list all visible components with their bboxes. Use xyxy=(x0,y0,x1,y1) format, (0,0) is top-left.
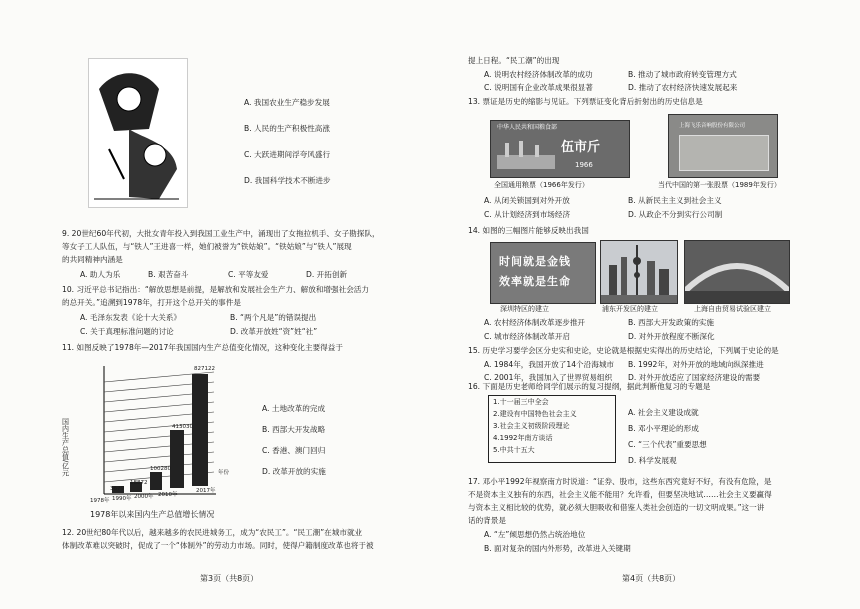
ticket2-caption: 当代中国的第一张股票（1989年发行） xyxy=(658,181,781,189)
q11-option-b: B. 西部大开发战略 xyxy=(262,425,326,434)
q12-option-c: C. 说明国有企业改革成果很显著 xyxy=(484,83,593,92)
q16-option-d: D. 科学发展观 xyxy=(628,456,677,465)
chart-value-2010: 413030 xyxy=(172,424,193,430)
q13-option-c: C. 从计划经济到市场经济 xyxy=(484,210,571,219)
chart-year-suffix: 年份 xyxy=(218,470,230,476)
photo1-caption: 深圳特区的建立 xyxy=(500,305,549,313)
q10-option-c: C. 关于真理标准问题的讨论 xyxy=(80,327,174,336)
pudong-skyline-photo xyxy=(600,240,678,304)
left-page-footer: 第3页（共8页） xyxy=(200,574,259,584)
q14-stem: 14. 如图的三幅图片能够反映出我国 xyxy=(468,226,589,235)
q12-continuation: 提上日程。“民工潮”的出现 xyxy=(468,56,560,65)
chart-ylabel: 国内生产总值/亿元 xyxy=(61,418,70,477)
q15-stem: 15. 历史学习要学会区分史实和史论，史论就是根据史实得出的历史结论，下列属于史论的是 xyxy=(468,346,779,355)
q10-option-a: A. 毛泽东发表《论十大关系》 xyxy=(80,313,182,322)
q12-option-d: D. 推动了农村经济快速发展起来 xyxy=(628,83,738,92)
q9-option-a: A. 助人为乐 xyxy=(80,270,121,279)
q12-stem-line1: 12. 20世纪80年代以后，越来越多的农民进城务工，成为“农民工”。“民工潮”在城市就业 xyxy=(62,528,363,537)
q8-option-b: B. 人民的生产积极性高涨 xyxy=(244,124,330,133)
q9-stem-line3: 的共同精神内涵是 xyxy=(62,255,123,264)
q17-stem-line4: 话的背景是 xyxy=(468,516,506,525)
grain-ticket-header: 中华人民共和国粮食部 xyxy=(497,124,558,131)
q11-stem: 11. 如图反映了1978年—2017年我国国内生产总值变化情况，这种变化主要得益于 xyxy=(62,343,343,352)
q15-option-b: B. 1992年，对外开放的地域向纵深推进 xyxy=(628,360,764,369)
shenzhen-slogan-photo xyxy=(490,242,596,304)
q13-option-a: A. 从闭关锁国到对外开放 xyxy=(484,196,570,205)
q17-option-a: A. “左”倾思想仍然占统治地位 xyxy=(484,530,586,539)
q14-option-c: C. 城市经济体制改革开启 xyxy=(484,332,571,341)
chart-year-1990: 1990年 xyxy=(112,496,132,502)
ticket1-caption: 全国通用粮票（1966年发行） xyxy=(494,181,589,189)
chart-year-2017: 2017年 xyxy=(196,488,216,494)
q9-option-c: C. 平等友爱 xyxy=(228,270,269,279)
review-outline-box xyxy=(488,395,616,463)
outline-item-2: 2.建设有中国特色社会主义 xyxy=(493,410,577,418)
chart-year-2000: 2000年 xyxy=(134,494,154,500)
chart-year-2010: 2010年 xyxy=(158,492,178,498)
q16-option-b: B. 邓小平理论的形成 xyxy=(628,424,699,433)
q13-option-d: D. 从政企不分到实行公司制 xyxy=(628,210,723,219)
chart-value-2017: 827122 xyxy=(194,366,215,372)
q9-stem-line1: 9. 20世纪60年代初，大批女青年投入到我国工业生产中，涌现出了女拖拉机手、女子勘探队， xyxy=(62,229,380,238)
q13-stem: 13. 票证是历史的缩影与见证。下列票证变化背后折射出的历史信息是 xyxy=(468,97,703,106)
q14-option-d: D. 对外开放程度不断深化 xyxy=(628,332,715,341)
chart-value-2000: 100280 xyxy=(150,466,171,472)
q10-option-b: B. “两个凡是”的错误提出 xyxy=(230,313,317,322)
q14-option-b: B. 西部大开发政策的实施 xyxy=(628,318,714,327)
q8-option-c: C. 大跃进期间浮夸风盛行 xyxy=(244,150,331,159)
outline-item-4: 4.1992年南方谈话 xyxy=(493,434,553,442)
photo3-caption: 上海自由贸易试验区建立 xyxy=(694,305,771,313)
bar-2017 xyxy=(192,374,208,486)
q12-option-a: A. 说明农村经济体制改革的成功 xyxy=(484,70,593,79)
bar-2000 xyxy=(150,472,162,490)
q11-option-d: D. 改革开放的实施 xyxy=(262,467,326,476)
q17-stem-line3: 与资本主义相比较的优势，就必须大胆吸收和借鉴人类社会创造的一切文明成果。”这一讲 xyxy=(468,503,765,512)
q15-option-d: D. 对外开放适应了国家经济建设的需要 xyxy=(628,373,761,382)
chart-caption: 1978年以来国内生产总值增长情况 xyxy=(90,510,215,519)
q15-option-c: C. 2001年，我国加入了世界贸易组织 xyxy=(484,373,613,382)
q15-option-a: A. 1984年，我国开放了14个沿海城市 xyxy=(484,360,615,369)
q16-option-c: C. “三个代表”重要思想 xyxy=(628,440,707,449)
q14-option-a: A. 农村经济体制改革逐步推开 xyxy=(484,318,586,327)
q11-option-c: C. 香港、澳门回归 xyxy=(262,446,326,455)
stock-certificate-panel xyxy=(679,135,769,171)
q13-option-b: B. 从新民主主义到社会主义 xyxy=(628,196,722,205)
slogan-line2: 效率就是生命 xyxy=(499,275,571,288)
q10-stem-line2: 的总开关。”追溯到1978年，打开这个总开关的事件是 xyxy=(62,298,241,307)
q9-option-d: D. 开拓创新 xyxy=(306,270,348,279)
stock-certificate-header: 上海飞乐音响股份有限公司 xyxy=(679,123,746,129)
photo2-caption: 浦东开发区的建立 xyxy=(602,305,658,313)
q12-stem-line2: 体制改革难以突破时，促成了一个“体制外”的劳动力市场。同时，使得户籍制度改革也将于被 xyxy=(62,541,374,550)
q17-stem-line2: 不是资本主义独有的东西，社会主义能不能用？允许看，但要坚决地试……社会主义要赢得 xyxy=(468,490,772,499)
slogan-line1: 时间就是金钱 xyxy=(499,255,571,268)
shanghai-ftz-photo xyxy=(684,240,790,304)
q12-option-b: B. 推动了城市政府转变管理方式 xyxy=(628,70,737,79)
factory-illustration xyxy=(497,141,557,171)
outline-item-1: 1.十一届三中全会 xyxy=(493,398,549,406)
grain-ticket-amount: 伍市斤 xyxy=(561,140,601,155)
q17-option-b: B. 面对复杂的国内外形势，改革进入关键期 xyxy=(484,544,631,553)
chart-year-1978: 1978年 xyxy=(90,498,110,504)
chart-value-1990: 18872 xyxy=(130,480,148,486)
q16-stem: 16. 下面是历史老师给同学们展示的复习提纲，据此判断他复习的专题是 xyxy=(468,382,711,391)
q10-stem-line1: 10. 习近平总书记指出：“解放思想是前提，是解放和发展社会生产力、解放和增强社会活力 xyxy=(62,285,369,294)
q8-option-d: D. 我国科学技术不断进步 xyxy=(244,176,331,185)
right-page-footer: 第4页（共8页） xyxy=(622,574,681,584)
q11-option-a: A. 土地改革的完成 xyxy=(262,404,326,413)
bar-2010 xyxy=(170,430,184,488)
stock-certificate-image xyxy=(668,114,778,178)
q10-option-d: D. 改革开放姓“资”姓“社” xyxy=(230,327,318,336)
grain-ticket-year: 1966 xyxy=(575,161,593,169)
chart-value-1978: 3679 xyxy=(110,486,124,492)
outline-item-5: 5.中共十五大 xyxy=(493,446,535,454)
outline-item-3: 3.社会主义初级阶段理论 xyxy=(493,422,570,430)
q9-stem-line2: 等女子工人队伍，与“铁人”王进喜一样，她们被誉为“铁姑娘”。“铁姑娘”与“铁人”展现 xyxy=(62,242,352,251)
q17-stem-line1: 17. 邓小平1992年视察南方时说道：“证券、股市，这些东西究竟好不好，有没有危险，是 xyxy=(468,477,772,486)
grain-ticket-image xyxy=(490,120,630,178)
q16-option-a: A. 社会主义建设成就 xyxy=(628,408,699,417)
q8-option-a: A. 我国农业生产稳步发展 xyxy=(244,98,330,107)
cartoon-image xyxy=(88,58,188,208)
q9-option-b: B. 艰苦奋斗 xyxy=(148,270,189,279)
